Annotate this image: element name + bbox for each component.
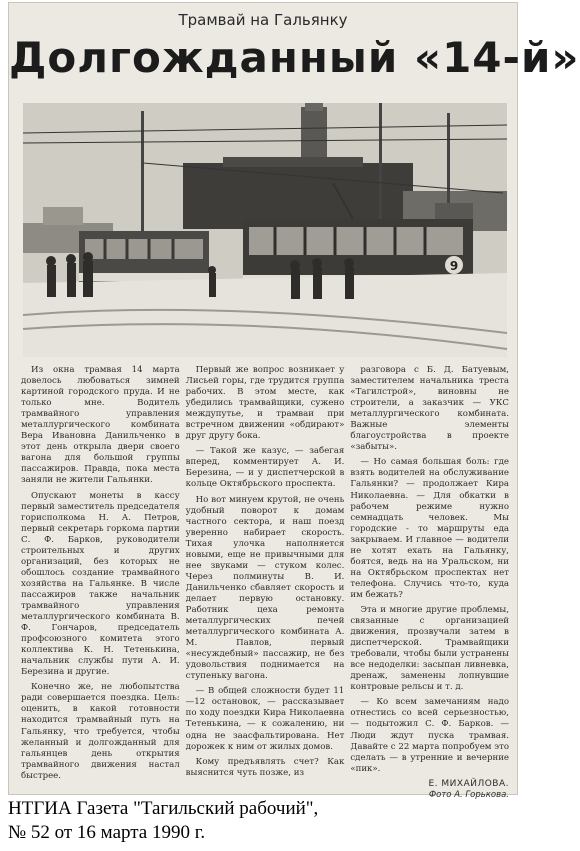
paragraph: Первый же вопрос возникает у Лисьей горы, где трудится группа рабочих. В этом месте, как убедились трамвайщики, сужено междупутье, и трамваи при встречном движении «обдирают» друг другу бока. [185,365,345,442]
paragraph: Опускают монеты в кассу первый заместитель председателя горисполкома Н. А. Петров, первый секретарь горкома партии С. Ф. Барков, руководители строительных и других организаций, без которых не обошлось создание трамвайного хозяйства на Гальянке. В числе пассажиров также начальник трамвайного управления металлургического комбината В. Ф. Гончаров, председатель профсоюзного комитета этого коллектива К. Н. Тетенькина, начальник службы пути А. И. Березина и другие. [21,490,180,678]
tram-photo-illustration [23,103,507,357]
newspaper-clipping [8,2,580,800]
archive-source: НТГИА Газета "Тагильский рабочий", [8,798,319,819]
tram-route-number: 9 [449,259,459,273]
paragraph: Эта и многие другие проблемы, связанные с организацией движения, прозвучали затем в диспетчерской. Трамвайщики требовали, чтобы были устранены все недоделки: засыпан ливневка, дренаж, заменены лопнувшие контровые рельсы и т. д. [350,604,510,693]
paragraph: — Ко всем замечаниям надо отнестись со всей серьезностью, — подытожил С. Ф. Барков. — Люди ждут пуска трамвая. Давайте с 22 марта попробуем это сделать — в утренние и вечерние «пик». [350,697,510,774]
paragraph: — Такой же казус, — забегая вперед, комментирует А. И. Березина, — и у диспетчерской в кольце Октябрьского проспекта. [185,446,345,490]
archive-issue: № 52 от 16 марта 1990 г. [8,822,206,843]
article-column-2 [185,365,345,778]
article-headline: Долгожданный «14-й» [9,33,580,82]
article-photo [23,103,507,357]
article-kicker: Трамвай на Гальянку [178,11,348,29]
article-columns [21,365,510,800]
paragraph: Конечно же, не любопытства ради совершается поездка. Цель: оценить, в какой готовности находится трамвайный путь на Гальянку, что требуется, чтобы желанный и долгожданный для гальянцев день открытия трамвайного движения настал быстрее. [21,682,180,781]
paragraph: Кому предъявлять счет? Как выяснится чуть позже, из [185,756,345,778]
article-author: Е. МИХАЙЛОВА. [428,778,510,789]
paragraph: Но вот минуем крутой, не очень удобный поворот к домам частного сектора, и наш поезд уверенно набирает скорость. Тихая улочка наполняется новыми, еще не привычными для нее звуками — стуком колес. Через полминуты В. И. Данильченко сбавляет скорость и делает первую остановку. Работник цеха ремонта металлургических печей металлургического комбината А. М. Павлов, первый «несуждебный» пассажир, не без удовольствия поднимается на ступеньку вагона. [185,494,345,682]
paragraph: — Но самая большая боль: где взять водителей на обслуживание Гальянки? — продолжает Кира Николаевна. — Для обкатки в рабочем режиме нужно семнадцать человек. Мы городские - то маршруты еда закрываем. И главное — водители не хотят ехать на Гальянку, боятся, ведь на на Уральском, ни на Октябрьском проспектах нет телефона. Случись что-то, куда им бежать? [350,457,510,600]
article-column-1 [21,365,180,781]
paragraph: разговора с Б. Д. Батуевым, заместителем начальника треста «Тагилстрой», виновны не строители, а заказчик — УКС металлургического комбината. Важные элементы благоустройства в проекте «забыты». [350,365,510,453]
archive-caption [8,797,518,845]
paragraph: Из окна трамвая 14 марта довелось любоваться зимней картиной городского пруда. И не только мне. Водитель трамвайного управления металлургического комбината Вера Ивановна Данильченко в этот день открыла двери своего вагона для большой группы пассажиров. Правда, пока места заняли не жители Гальянки. [21,365,180,486]
photo-credit: Фото А. Горькова. [428,789,510,800]
article-column-3 [350,365,510,800]
paragraph: — В общей сложности будет 11—12 остановок, — рассказывает по ходу поездки Кира Николаевна Тетенькина, — к сожалению, ни одна не заасфальтирована. Нет дорожек к ним от жилых домов. [185,686,345,752]
